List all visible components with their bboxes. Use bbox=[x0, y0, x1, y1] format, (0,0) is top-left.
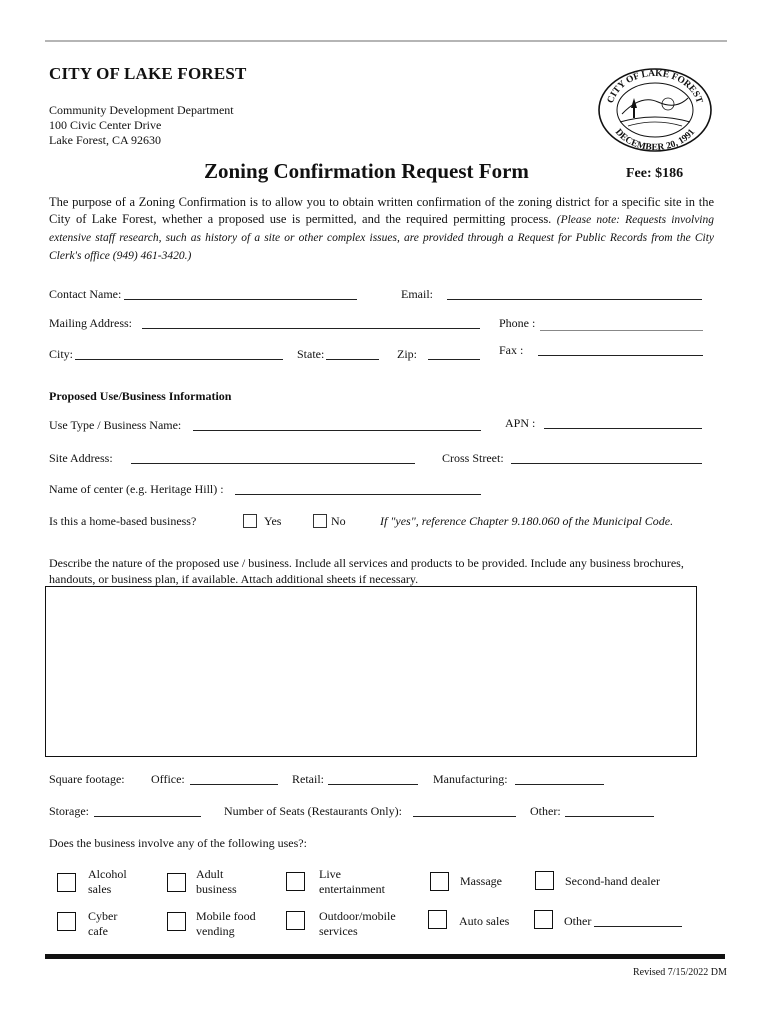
city-field[interactable] bbox=[75, 359, 283, 360]
city-label: City: bbox=[49, 347, 74, 361]
street-address: 100 Civic Center Drive bbox=[49, 118, 162, 132]
other-footage-label: Other: bbox=[530, 804, 561, 818]
auto-sales-checkbox[interactable] bbox=[428, 910, 447, 929]
email-label: Email: bbox=[401, 287, 433, 301]
zip-label: Zip: bbox=[397, 347, 417, 361]
adult-business-label: Adult business bbox=[196, 867, 237, 896]
office-label: Office: bbox=[151, 772, 185, 786]
bottom-divider bbox=[45, 954, 725, 959]
manufacturing-label: Manufacturing: bbox=[433, 772, 508, 786]
second-hand-dealer-label: Second-hand dealer bbox=[565, 874, 660, 888]
svg-text:DECEMBER 20, 1991 bbox=[613, 127, 698, 152]
section-title-business: Proposed Use/Business Information bbox=[49, 389, 232, 403]
home-based-note: If "yes", reference Chapter 9.180.060 of the Municipal Code. bbox=[380, 514, 674, 528]
cross-street-label: Cross Street: bbox=[442, 451, 504, 465]
center-name-field[interactable] bbox=[235, 494, 481, 495]
center-name-label: Name of center (e.g. Heritage Hill) : bbox=[49, 482, 224, 496]
email-field[interactable] bbox=[447, 299, 702, 300]
svg-text:CITY OF LAKE FOREST bbox=[606, 69, 704, 105]
apn-label: APN : bbox=[505, 416, 536, 430]
revision-date: Revised 7/15/2022 DM bbox=[633, 967, 727, 978]
mobile-food-vending-checkbox[interactable] bbox=[167, 912, 186, 931]
seats-label: Number of Seats (Restaurants Only): bbox=[224, 804, 402, 818]
seats-field[interactable] bbox=[413, 816, 516, 817]
office-field[interactable] bbox=[190, 784, 278, 785]
mailing-address-field[interactable] bbox=[142, 328, 480, 329]
form-title: Zoning Confirmation Request Form bbox=[204, 159, 529, 183]
fax-label: Fax : bbox=[499, 343, 524, 357]
apn-field[interactable] bbox=[544, 428, 702, 429]
massage-label: Massage bbox=[460, 874, 502, 888]
use-type-field[interactable] bbox=[193, 430, 481, 431]
contact-name-label: Contact Name: bbox=[49, 287, 122, 301]
zip-field[interactable] bbox=[428, 359, 480, 360]
describe-instructions: Describe the nature of the proposed use / business. Include all services and products to be provided. Include any business brochures, handouts, or business plan, if available. Attach additional sheets if necessary. bbox=[49, 556, 684, 586]
home-based-yes-checkbox[interactable] bbox=[243, 514, 257, 528]
storage-label: Storage: bbox=[49, 804, 89, 818]
other-use-checkbox[interactable] bbox=[534, 910, 553, 929]
intro-text: The purpose of a Zoning Confirmation is to allow you to obtain written confirmation of the zoning district for a specific site in the City of Lake Forest, whether a proposed use is permitted, and the required permitting process. bbox=[49, 195, 714, 226]
second-hand-dealer-checkbox[interactable] bbox=[535, 871, 554, 890]
mailing-address-label: Mailing Address: bbox=[49, 316, 132, 330]
site-address-label: Site Address: bbox=[49, 451, 113, 465]
auto-sales-label: Auto sales bbox=[459, 914, 510, 928]
cyber-cafe-label: Cyber cafe bbox=[88, 909, 118, 938]
phone-field[interactable] bbox=[540, 330, 703, 331]
outdoor-mobile-services-checkbox[interactable] bbox=[286, 911, 305, 930]
state-label: State: bbox=[297, 347, 325, 361]
alcohol-sales-checkbox[interactable] bbox=[57, 873, 76, 892]
storage-field[interactable] bbox=[94, 816, 201, 817]
other-use-label: Other bbox=[564, 914, 592, 928]
other-use-field[interactable] bbox=[594, 926, 682, 927]
phone-label: Phone : bbox=[499, 316, 536, 330]
site-address-field[interactable] bbox=[131, 463, 415, 464]
contact-name-field[interactable] bbox=[124, 299, 357, 300]
retail-field[interactable] bbox=[328, 784, 418, 785]
home-based-yes-label: Yes bbox=[264, 514, 282, 528]
department: Community Development Department bbox=[49, 103, 234, 117]
massage-checkbox[interactable] bbox=[430, 872, 449, 891]
intro-paragraph bbox=[49, 194, 714, 265]
home-based-no-checkbox[interactable] bbox=[313, 514, 327, 528]
other-footage-field[interactable] bbox=[565, 816, 654, 817]
manufacturing-field[interactable] bbox=[515, 784, 604, 785]
description-textarea[interactable] bbox=[45, 586, 697, 757]
fee: Fee: $186 bbox=[626, 166, 684, 181]
adult-business-checkbox[interactable] bbox=[167, 873, 186, 892]
home-based-label: Is this a home-based business? bbox=[49, 514, 197, 528]
city-seal-logo bbox=[596, 64, 714, 152]
cyber-cafe-checkbox[interactable] bbox=[57, 912, 76, 931]
seal-bottom-text: DECEMBER 20, 1991 bbox=[612, 127, 698, 152]
retail-label: Retail: bbox=[292, 772, 324, 786]
use-type-label: Use Type / Business Name: bbox=[49, 418, 182, 432]
home-based-no-label: No bbox=[331, 514, 346, 528]
alcohol-sales-label: Alcohol sales bbox=[88, 867, 127, 896]
square-footage-label: Square footage: bbox=[49, 772, 125, 786]
live-entertainment-label: Live entertainment bbox=[319, 867, 385, 896]
state-field[interactable] bbox=[326, 359, 379, 360]
live-entertainment-checkbox[interactable] bbox=[286, 872, 305, 891]
top-divider bbox=[45, 40, 727, 42]
city-name: CITY OF LAKE FOREST bbox=[49, 64, 247, 83]
outdoor-mobile-services-label: Outdoor/mobile services bbox=[319, 909, 396, 938]
mobile-food-vending-label: Mobile food vending bbox=[196, 909, 256, 938]
fax-field[interactable] bbox=[538, 355, 703, 356]
uses-question: Does the business involve any of the following uses?: bbox=[49, 836, 307, 850]
seal-top-text: CITY OF LAKE FOREST bbox=[605, 68, 705, 105]
city-state-zip: Lake Forest, CA 92630 bbox=[49, 133, 161, 147]
cross-street-field[interactable] bbox=[511, 463, 702, 464]
intro-note: (Please note: Requests involving extensive staff research, such as history of a site or other complex issues, are provided through a Request for Public Records from the City Clerk's office (949) 461-3420.) bbox=[49, 214, 714, 262]
